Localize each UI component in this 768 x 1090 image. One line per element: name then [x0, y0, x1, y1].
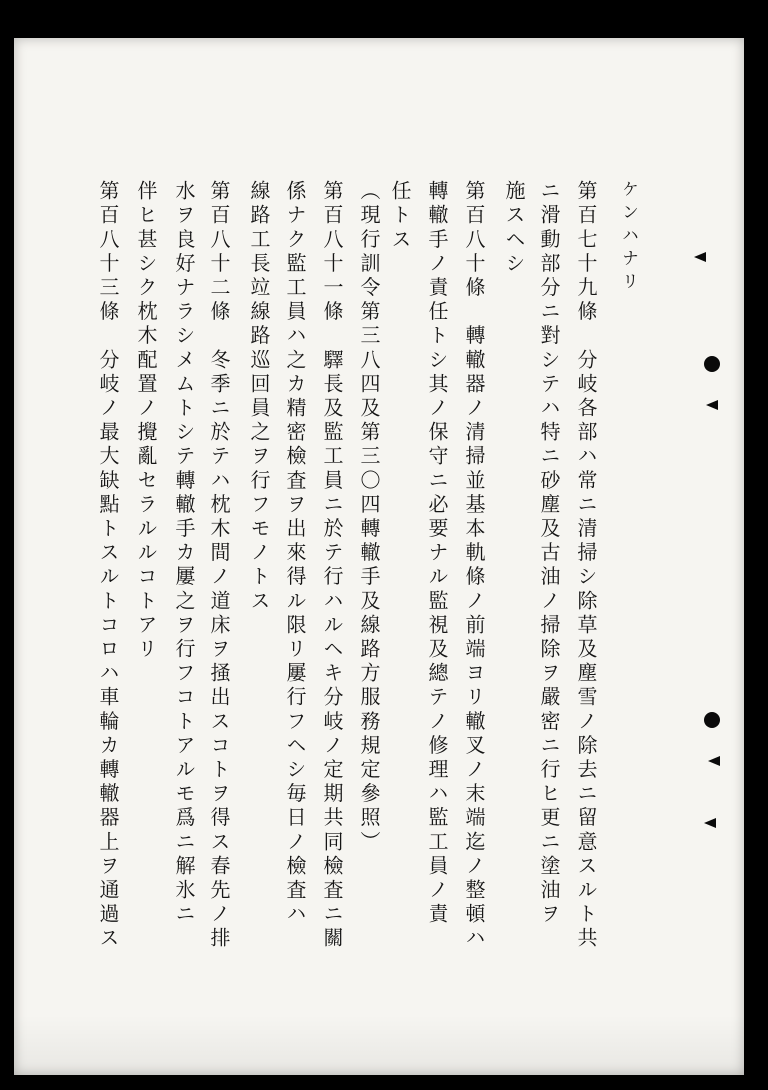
text-column: ケンハナリ — [618, 180, 638, 295]
text-column: 第百七十九條 分岐各部ハ常ニ清掃シ除草及塵雪ノ除去ニ留意スルト共 — [574, 180, 598, 952]
text-column: 第百八十三條 分岐ノ最大缺點トスルトコロハ車輪カ轉轍器上ヲ通過ス — [96, 180, 120, 952]
text-column: （現行訓令第三八四及第三〇四轉轍手及線路方服務規定參照） — [357, 180, 381, 855]
text-column: 轉轍手ノ責任トシ其ノ保守ニ必要ナル監視及總テノ修理ハ監工員ノ責 — [425, 180, 449, 928]
punch-mark — [704, 818, 716, 828]
punch-mark — [706, 400, 718, 410]
text-column: ニ滑動部分ニ對シテハ特ニ砂塵及古油ノ掃除ヲ嚴密ニ行ヒ更ニ塗油ヲ — [537, 180, 561, 928]
text-column: 線路工長竝線路巡回員之ヲ行フモノトス — [247, 180, 271, 614]
document-page — [14, 38, 744, 1075]
text-column: 第百八十二條 冬季ニ於テハ枕木間ノ道床ヲ掻出スコトヲ得ス春先ノ排 — [207, 180, 231, 952]
punch-mark — [694, 252, 706, 262]
text-column: 第百八十一條 驛長及監工員ニ於テ行ハルヘキ分岐ノ定期共同檢査ニ關 — [320, 180, 344, 952]
punch-mark — [708, 756, 720, 766]
text-column: 伴ヒ甚シク枕木配置ノ攪亂セラルルコトアリ — [134, 180, 158, 662]
punch-hole — [704, 356, 720, 372]
text-column: 施スヘシ — [502, 180, 526, 277]
text-column: 任トス — [388, 180, 412, 253]
text-column: 第百八十條 轉轍器ノ清掃並基本軌條ノ前端ヨリ轍叉ノ末端迄ノ整頓ハ — [462, 180, 486, 952]
text-column: 係ナク監工員ハ之カ精密檢査ヲ出來得ル限リ屢行フヘシ毎日ノ檢査ハ — [283, 180, 307, 928]
text-column: 水ヲ良好ナラシメムトシテ轉轍手カ屢之ヲ行フコトアルモ爲ニ解氷ニ — [172, 180, 196, 928]
punch-hole — [704, 712, 720, 728]
